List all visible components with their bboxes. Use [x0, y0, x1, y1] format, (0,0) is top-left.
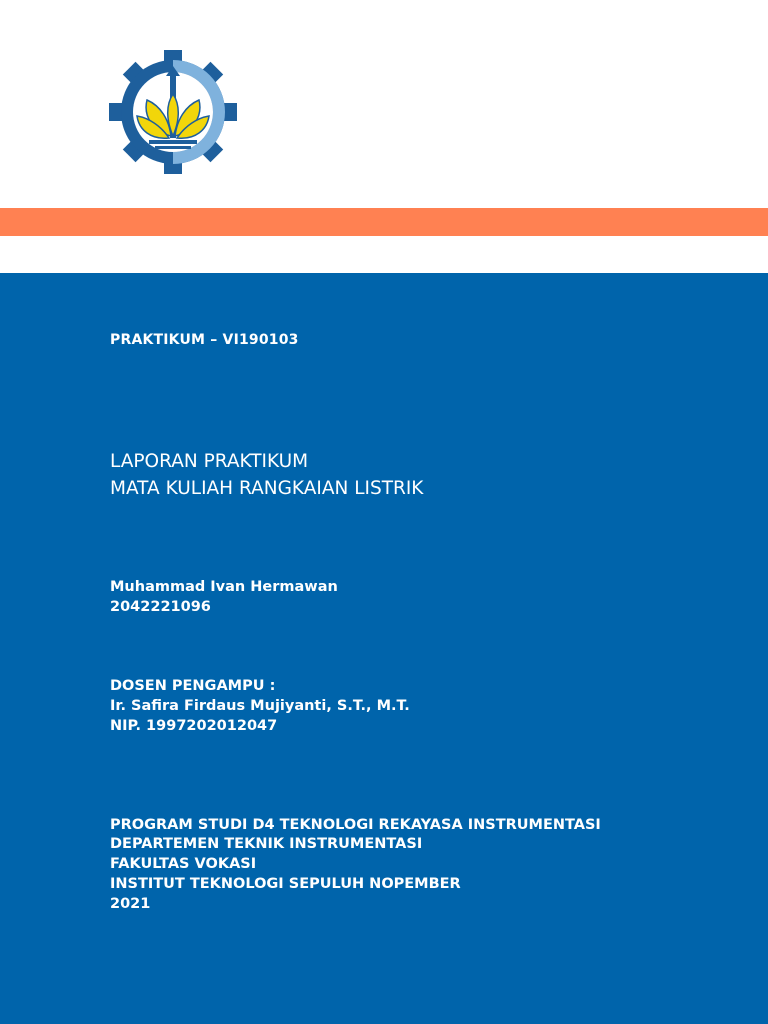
institution: INSTITUT TEKNOLOGI SEPULUH NOPEMBER — [110, 876, 461, 892]
lecturer-name: Ir. Safira Firdaus Mujiyanti, S.T., M.T. — [110, 698, 410, 714]
lecturer-label: DOSEN PENGAMPU : — [110, 678, 276, 694]
its-logo — [108, 50, 238, 174]
report-title-line-1: LAPORAN PRAKTIKUM — [110, 451, 309, 472]
student-name: Muhammad Ivan Hermawan — [110, 579, 338, 595]
course-code: PRAKTIKUM – VI190103 — [110, 332, 299, 348]
its-logo-icon — [108, 50, 238, 174]
department: DEPARTEMEN TEKNIK INSTRUMENTASI — [110, 836, 423, 852]
year: 2021 — [110, 896, 151, 912]
report-title-line-2: MATA KULIAH RANGKAIAN LISTRIK — [110, 478, 424, 499]
lecturer-nip: NIP. 1997202012047 — [110, 718, 278, 734]
study-program: PROGRAM STUDI D4 TEKNOLOGI REKAYASA INSTRUMENTASI — [110, 817, 601, 833]
faculty: FAKULTAS VOKASI — [110, 856, 257, 872]
orange-band — [0, 208, 768, 236]
student-id: 2042221096 — [110, 599, 211, 615]
